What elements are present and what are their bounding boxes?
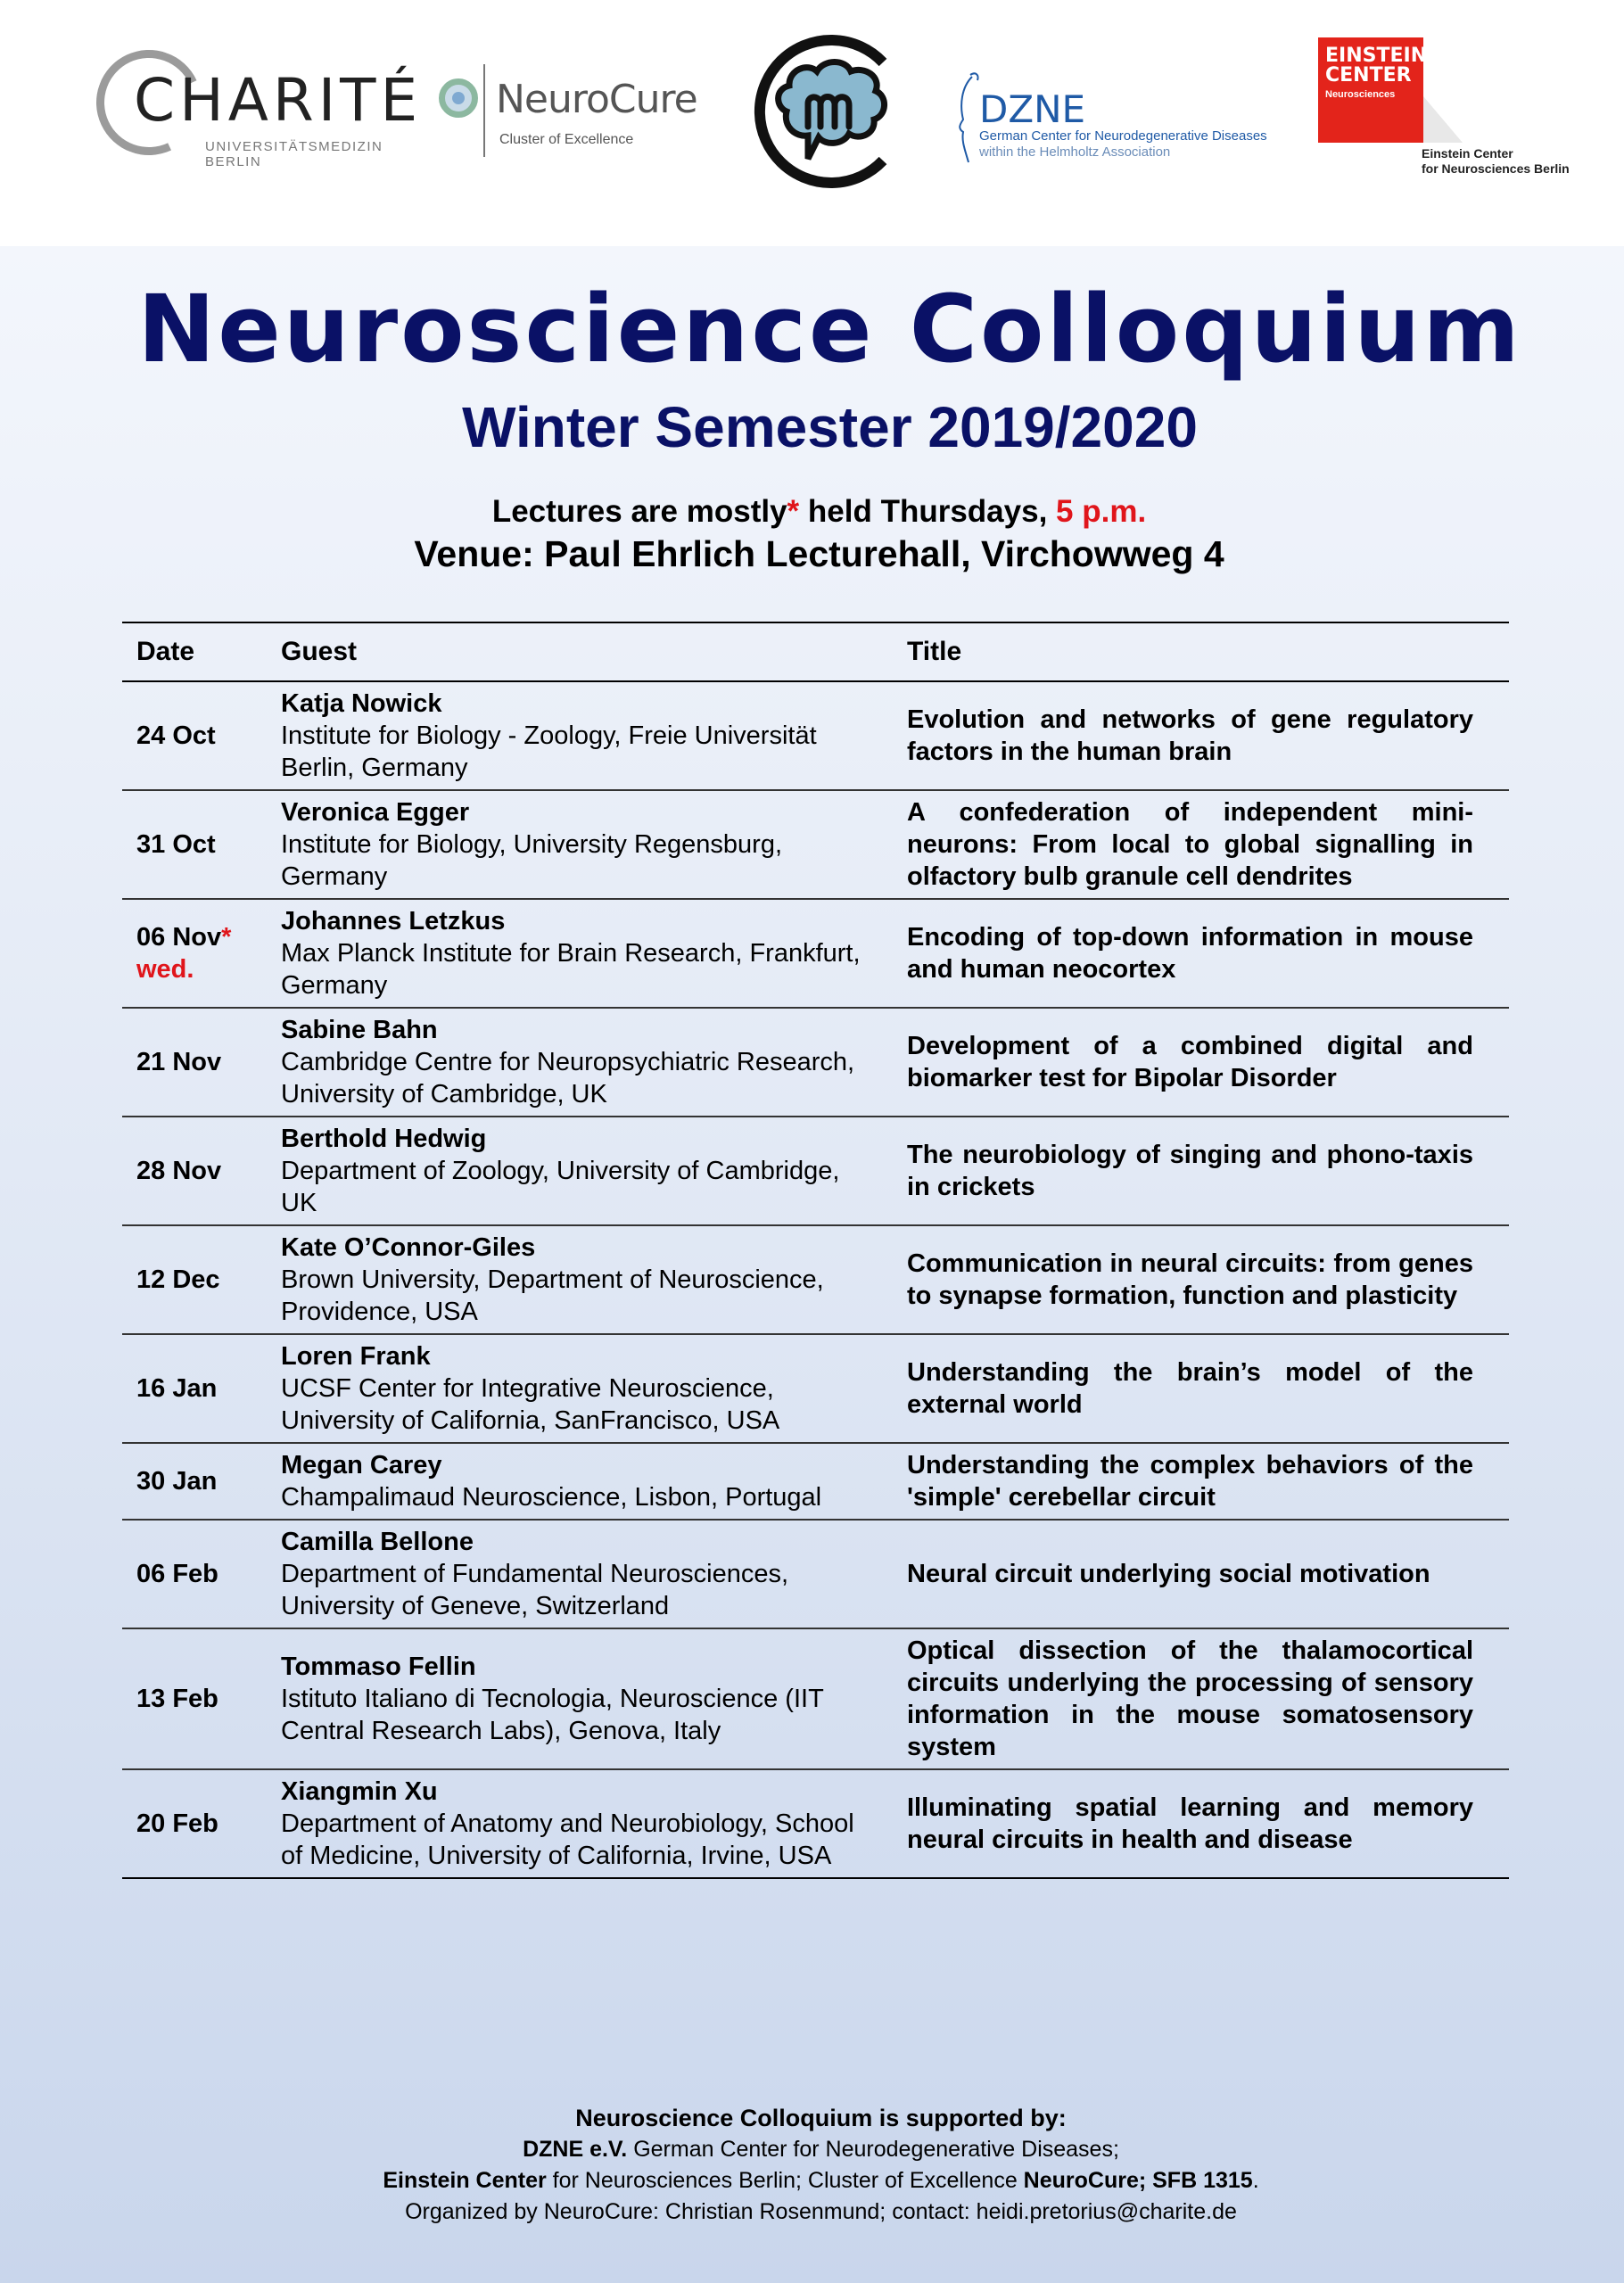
neurocure-logo-name: NeuroCure — [496, 77, 697, 122]
row-date-cell — [122, 1520, 267, 1628]
guest-name: Camilla Bellone — [281, 1528, 474, 1556]
charite-logo-name: CHARITÉ — [134, 66, 423, 135]
table-row — [122, 1443, 1509, 1520]
table-row — [122, 1117, 1509, 1225]
footer-einstein-end: . — [1252, 2168, 1259, 2193]
dzne-logo-sub: German Center for Neurodegenerative Diseases — [979, 128, 1267, 144]
guest-name: Katja Nowick — [281, 689, 442, 718]
table-row — [122, 1520, 1509, 1628]
page-title: Neuroscience Colloquium — [137, 275, 1522, 383]
dzne-logo-name: DZNE — [979, 87, 1086, 131]
row-guest-cell — [267, 1769, 893, 1878]
table-row — [122, 1225, 1509, 1334]
neurocure-logo — [433, 61, 701, 159]
brain-m-icon — [749, 27, 910, 196]
einstein-logo-box — [1318, 37, 1428, 143]
guest-name: Xiangmin Xu — [281, 1777, 438, 1806]
row-date-cell — [122, 899, 267, 1008]
einstein-center-logo — [1316, 34, 1575, 185]
row-guest-cell — [267, 899, 893, 1008]
talk-title: Evolution and networks of gene regulatory factors in the human brain — [893, 681, 1509, 790]
talk-title: Development of a combined digital and biomarker test for Bipolar Disorder — [893, 1008, 1509, 1117]
guest-affiliation: Brown University, Department of Neuroscience, Providence, USA — [281, 1265, 824, 1326]
table-row — [122, 1628, 1509, 1769]
row-guest-cell — [267, 1117, 893, 1225]
footer-neurocure-sfb: NeuroCure; SFB 1315 — [1023, 2168, 1253, 2193]
row-date-cell — [122, 1117, 267, 1225]
guest-affiliation: UCSF Center for Integrative Neuroscience, University of California, SanFrancisco, USA — [281, 1374, 780, 1435]
row-date: 30 Jan — [136, 1467, 218, 1496]
footer — [0, 2103, 1624, 2228]
einstein-box-line2: CENTER — [1325, 64, 1412, 87]
row-date-note: wed. — [136, 955, 194, 984]
row-date-cell — [122, 1008, 267, 1117]
guest-affiliation: Champalimaud Neuroscience, Lisbon, Portugal — [281, 1483, 822, 1512]
row-date-cell — [122, 681, 267, 790]
guest-name: Kate O’Connor-Giles — [281, 1233, 536, 1262]
einstein-shadow-shape — [1423, 96, 1463, 143]
row-guest-cell — [267, 1443, 893, 1520]
dzne-logo-sub2: within the Helmholtz Association — [979, 144, 1171, 160]
guest-affiliation: Cambridge Centre for Neuropsychiatric Research, University of Cambridge, UK — [281, 1048, 855, 1109]
row-date: 16 Jan — [136, 1374, 218, 1403]
row-date: 24 Oct — [136, 721, 216, 750]
row-guest-cell — [267, 1520, 893, 1628]
charite-logo-sub: UNIVERSITÄTSMEDIZIN BERLIN — [205, 139, 383, 169]
footer-dzne-name: DZNE e.V. — [523, 2137, 628, 2162]
guest-name: Johannes Letzkus — [281, 907, 506, 935]
column-header-date: Date — [122, 622, 267, 681]
guest-name: Megan Carey — [281, 1451, 442, 1479]
footer-organizer-line: Organized by NeuroCure: Christian Rosenmund; contact: heidi.pretorius@charite.de — [405, 2199, 1237, 2224]
einstein-caption-line2: for Neurosciences Berlin — [1422, 161, 1570, 176]
page-subtitle: Winter Semester 2019/2020 — [462, 395, 1198, 459]
guest-affiliation: Istituto Italiano di Tecnologia, Neuroscience (IIT Central Research Labs), Genova, Italy — [281, 1685, 824, 1745]
footer-line-einstein — [18, 2165, 1624, 2196]
table-row — [122, 790, 1509, 899]
neurocure-divider — [483, 64, 485, 157]
row-date-cell — [122, 1225, 267, 1334]
talk-title: Communication in neural circuits: from genes to synapse formation, function and plasticity — [893, 1225, 1509, 1334]
footer-heading: Neuroscience Colloquium is supported by: — [575, 2105, 1067, 2131]
einstein-box-line1: EINSTEIN — [1325, 45, 1428, 67]
einstein-caption-line1: Einstein Center — [1422, 146, 1513, 161]
row-date-cell — [122, 1334, 267, 1443]
schedule-note-start: Lectures are mostly — [491, 494, 787, 529]
table-row — [122, 1008, 1509, 1117]
schedule-body — [122, 681, 1509, 1878]
row-date-cell — [122, 1769, 267, 1878]
guest-name: Veronica Egger — [281, 798, 470, 827]
guest-affiliation: Max Planck Institute for Brain Research, Frankfurt, Germany — [281, 939, 861, 1000]
talk-title: Neural circuit underlying social motivation — [893, 1520, 1509, 1628]
footer-einstein-name: Einstein Center — [383, 2168, 547, 2193]
row-date: 31 Oct — [136, 830, 216, 859]
neurocure-logo-sub: Cluster of Excellence — [499, 132, 634, 147]
talk-title: Understanding the brain’s model of the external world — [893, 1334, 1509, 1443]
guest-affiliation: Department of Zoology, University of Cambridge, UK — [281, 1157, 840, 1217]
guest-name: Tommaso Fellin — [281, 1652, 476, 1681]
guest-affiliation: Institute for Biology - Zoology, Freie Universität Berlin, Germany — [281, 721, 817, 782]
row-guest-cell — [267, 681, 893, 790]
dzne-logo — [954, 61, 1293, 168]
einstein-box-line3: Neurosciences — [1325, 89, 1396, 100]
guest-name: Loren Frank — [281, 1342, 431, 1371]
schedule-table — [122, 622, 1509, 1879]
table-row — [122, 1334, 1509, 1443]
guest-affiliation: Institute for Biology, University Regensburg, Germany — [281, 830, 783, 891]
schedule-note-time: 5 p.m. — [1056, 494, 1147, 529]
einstein-caption — [1422, 146, 1570, 177]
row-date-cell — [122, 790, 267, 899]
guest-name: Berthold Hedwig — [281, 1125, 487, 1153]
charite-logo — [89, 46, 423, 169]
guest-affiliation: Department of Anatomy and Neurobiology, School of Medicine, University of California, Irvine, USA — [281, 1809, 854, 1870]
table-header-row — [122, 622, 1509, 681]
row-guest-cell — [267, 790, 893, 899]
schedule-note-asterisk: * — [787, 494, 800, 529]
row-date-cell — [122, 1443, 267, 1520]
talk-title: The neurobiology of singing and phono-taxis in crickets — [893, 1117, 1509, 1225]
row-date: 13 Feb — [136, 1685, 218, 1713]
row-date-cell — [122, 1628, 267, 1769]
dzne-profile-icon — [954, 70, 981, 168]
row-date: 06 Nov — [136, 923, 222, 952]
row-guest-cell — [267, 1334, 893, 1443]
talk-title: Illuminating spatial learning and memory neural circuits in health and disease — [893, 1769, 1509, 1878]
row-date: 20 Feb — [136, 1809, 218, 1838]
neurocure-ring-icon — [439, 78, 478, 118]
venue-line: Venue: Paul Ehrlich Lecturehall, Virchowweg 4 — [414, 533, 1224, 574]
row-guest-cell — [267, 1225, 893, 1334]
brain-m-logo — [749, 27, 910, 196]
table-row — [122, 899, 1509, 1008]
row-date: 28 Nov — [136, 1157, 222, 1185]
footer-line-dzne — [18, 2134, 1624, 2165]
row-date-asterisk: * — [221, 923, 232, 952]
talk-title: Optical dissection of the thalamocortical circuits underlying the processing of sensory information in the mouse somatosensory system — [893, 1628, 1509, 1769]
schedule-note — [0, 494, 1624, 530]
talk-title: A confederation of independent mini-neurons: From local to global signalling in olfactory bulb granule cell dendrites — [893, 790, 1509, 899]
table-row — [122, 1769, 1509, 1878]
guest-affiliation: Department of Fundamental Neurosciences, University of Geneve, Switzerland — [281, 1560, 789, 1620]
guest-name: Sabine Bahn — [281, 1016, 438, 1044]
column-header-guest: Guest — [267, 622, 893, 681]
row-date: 12 Dec — [136, 1265, 220, 1294]
talk-title: Encoding of top-down information in mouse and human neocortex — [893, 899, 1509, 1008]
row-date: 06 Feb — [136, 1560, 218, 1588]
row-guest-cell — [267, 1008, 893, 1117]
table-row — [122, 681, 1509, 790]
footer-einstein-mid: for Neurosciences Berlin; Cluster of Excellence — [546, 2168, 1024, 2193]
column-header-title: Title — [893, 622, 1509, 681]
footer-dzne-rest: German Center for Neurodegenerative Diseases; — [627, 2137, 1119, 2162]
schedule-note-middle: held Thursdays, — [799, 494, 1057, 529]
row-guest-cell — [267, 1628, 893, 1769]
row-date: 21 Nov — [136, 1048, 222, 1076]
talk-title: Understanding the complex behaviors of the 'simple' cerebellar circuit — [893, 1443, 1509, 1520]
